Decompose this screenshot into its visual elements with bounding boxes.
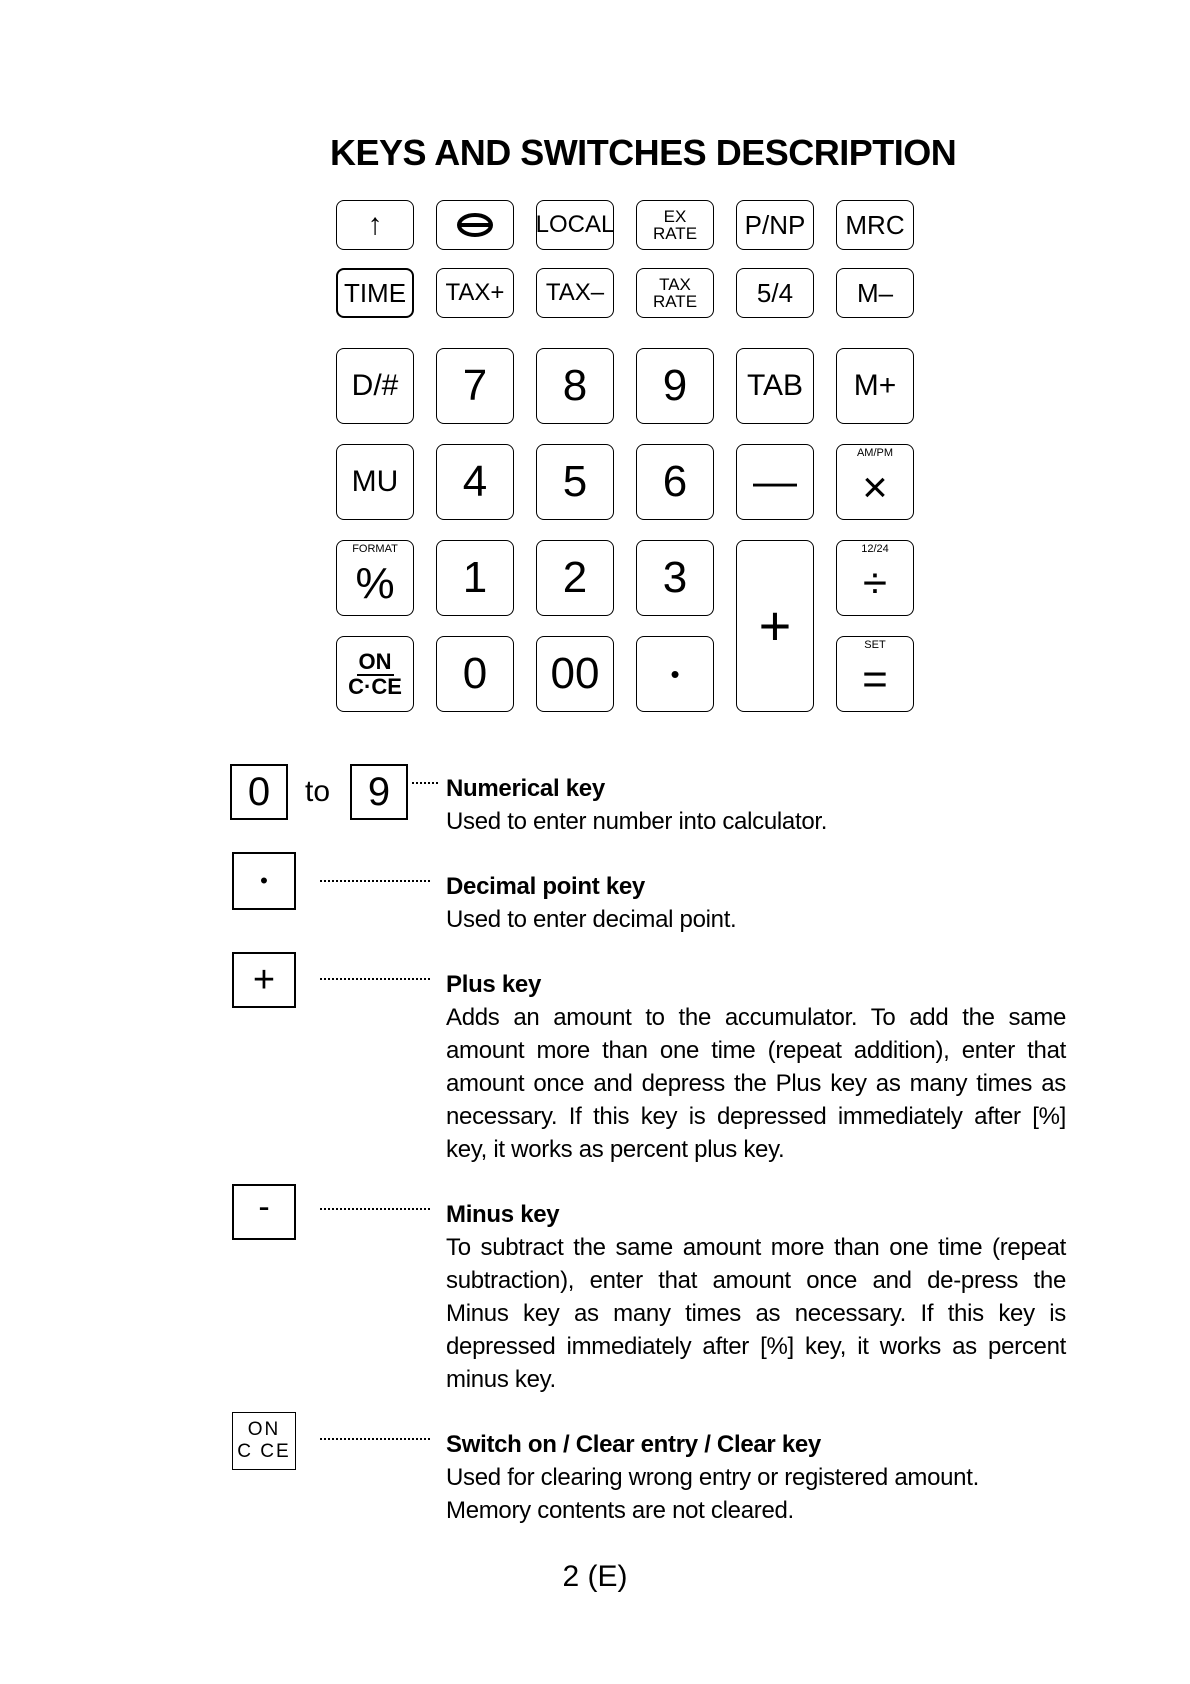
key-percent[interactable] [336, 540, 414, 616]
key-mrc[interactable]: MRC [836, 200, 914, 250]
numeric-key-icon-9: 9 [350, 764, 408, 820]
minus-key-description [446, 1198, 1066, 1396]
minus-key-icon: - [232, 1184, 296, 1240]
key-5[interactable]: 5 [536, 444, 614, 520]
section-heading: Plus key [446, 971, 541, 998]
key-tab[interactable]: TAB [736, 348, 814, 424]
to-word: to [305, 775, 331, 808]
page-number: 2 (E) [562, 1560, 628, 1593]
on-clear-key-icon [232, 1412, 296, 1470]
key-divide-glyph: ÷ [862, 559, 888, 608]
calculator-keypad [336, 200, 926, 720]
key-7[interactable]: 7 [436, 348, 514, 424]
key-ex-rate[interactable] [636, 200, 714, 250]
key-on-label: ON [358, 648, 392, 674]
decimal-key-description [446, 870, 1066, 936]
key-percent-sublabel: FORMAT [352, 543, 398, 555]
key-8[interactable]: 8 [536, 348, 614, 424]
key-percent-glyph: % [355, 559, 395, 608]
key-plus[interactable]: + [736, 540, 814, 712]
key-on-clear[interactable] [336, 636, 414, 712]
section-body: To subtract the same amount more than one time (repeat subtraction), enter that amount once and de-press the Minus key as many times as necessary. If this key is depressed immediately after [%] key, it works as percent minus key. [446, 1234, 1066, 1393]
section-body: Used to enter number into calculator. [446, 808, 828, 835]
key-round[interactable]: 5/4 [736, 268, 814, 318]
key-m-minus[interactable]: M– [836, 268, 914, 318]
on-clear-icon-bottom: C CE [237, 1441, 291, 1462]
section-heading: Decimal point key [446, 873, 645, 900]
plus-key-icon: + [232, 952, 296, 1008]
key-0[interactable]: 0 [436, 636, 514, 712]
key-6[interactable]: 6 [636, 444, 714, 520]
key-3[interactable]: 3 [636, 540, 714, 616]
key-divide-sublabel: 12/24 [861, 543, 889, 555]
key-paper-feed[interactable]: ↑ [336, 200, 414, 250]
key-equals[interactable] [836, 636, 914, 712]
key-ex-rate-bottom: RATE [652, 224, 698, 243]
print-icon [455, 212, 495, 238]
key-pnp[interactable]: P/NP [736, 200, 814, 250]
key-multiply[interactable] [836, 444, 914, 520]
section-heading: Numerical key [446, 775, 605, 802]
key-time[interactable]: TIME [336, 268, 414, 318]
leader-dots [320, 880, 430, 882]
section-body: Used to enter decimal point. [446, 906, 737, 933]
key-00[interactable]: 00 [536, 636, 614, 712]
key-tax-minus[interactable]: TAX– [536, 268, 614, 318]
leader-dots [320, 1208, 430, 1210]
section-body: Used for clearing wrong entry or registered amount. Memory contents are not cleared. [446, 1464, 979, 1524]
key-tax-rate-top: TAX [659, 275, 691, 294]
key-divide[interactable] [836, 540, 914, 616]
page-title: KEYS AND SWITCHES DESCRIPTION [330, 132, 957, 173]
numeric-key-icon-0: 0 [230, 764, 288, 820]
numerical-key-description [446, 772, 1066, 838]
key-equals-glyph: = [862, 655, 888, 704]
key-print-toggle[interactable] [436, 200, 514, 250]
plus-key-description [446, 968, 1066, 1166]
section-body: Adds an amount to the accumulator. To add the same amount more than one time (repeat addition), enter that amount once and depress the Plus key as many times as necessary. If this key is depressed immediately after [%] key, it works as percent plus key. [446, 1004, 1066, 1163]
key-multiply-sublabel: AM/PM [856, 447, 894, 459]
key-local[interactable]: LOCAL [536, 200, 614, 250]
key-date-number[interactable]: D/# [336, 348, 414, 424]
key-m-plus[interactable]: M+ [836, 348, 914, 424]
key-1[interactable]: 1 [436, 540, 514, 616]
key-minus[interactable]: — [736, 444, 814, 520]
key-tax-plus[interactable]: TAX+ [436, 268, 514, 318]
section-heading: Minus key [446, 1201, 560, 1228]
key-equals-sublabel: SET [864, 639, 886, 651]
key-ex-rate-top: EX [663, 207, 687, 226]
on-clear-icon-top: ON [247, 1419, 281, 1440]
key-markup[interactable]: MU [336, 444, 414, 520]
section-heading: Switch on / Clear entry / Clear key [446, 1431, 821, 1458]
leader-dots [412, 782, 438, 784]
key-cce-label: C·CE [348, 673, 402, 699]
decimal-key-icon: • [232, 852, 296, 910]
key-2[interactable]: 2 [536, 540, 614, 616]
key-4[interactable]: 4 [436, 444, 514, 520]
key-decimal[interactable]: • [636, 636, 714, 712]
key-9[interactable]: 9 [636, 348, 714, 424]
key-tax-rate-bottom: RATE [652, 292, 698, 311]
key-tax-rate[interactable] [636, 268, 714, 318]
on-clear-key-description [446, 1428, 1066, 1527]
leader-dots [320, 1438, 430, 1440]
leader-dots [320, 978, 430, 980]
key-multiply-glyph: × [862, 463, 888, 512]
